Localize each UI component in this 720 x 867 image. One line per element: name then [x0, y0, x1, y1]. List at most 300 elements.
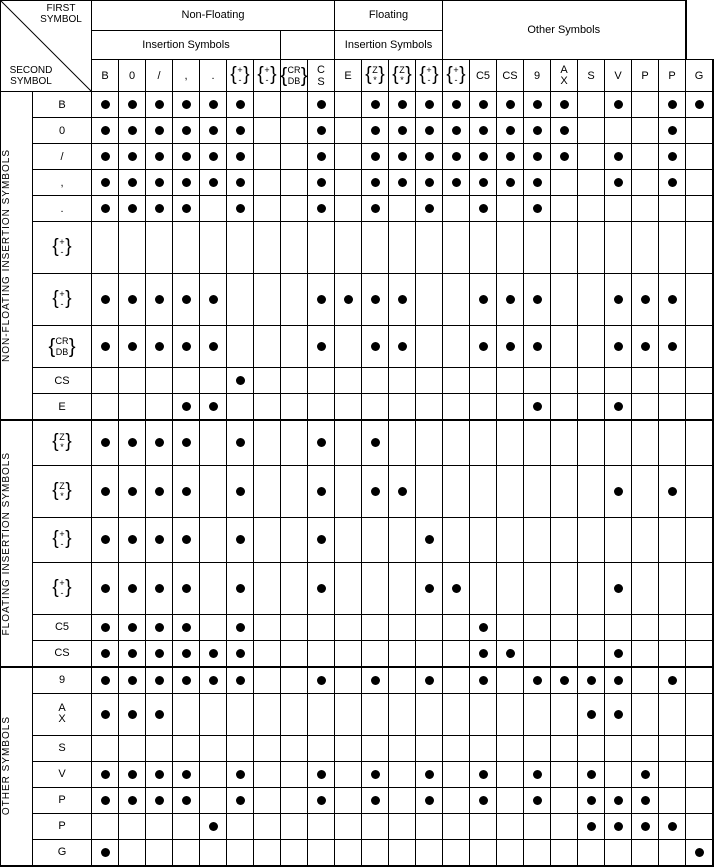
- dot-icon: [533, 295, 542, 304]
- matrix-cell-empty: [524, 517, 551, 562]
- matrix-cell-empty: [443, 196, 470, 222]
- matrix-cell-empty: [335, 614, 362, 640]
- row-header-B: B: [33, 92, 92, 118]
- dot-icon: [668, 126, 677, 135]
- matrix-cell-marked: [119, 667, 146, 694]
- dot-icon: [668, 152, 677, 161]
- dot-icon: [533, 126, 542, 135]
- dot-icon: [614, 487, 623, 496]
- dot-icon: [398, 178, 407, 187]
- matrix-cell-empty: [281, 787, 308, 813]
- matrix-cell-empty: [497, 735, 524, 761]
- matrix-cell-marked: [200, 394, 227, 421]
- table-row: [1, 813, 714, 839]
- dot-icon: [155, 649, 164, 658]
- matrix-cell-marked: [497, 92, 524, 118]
- brace-symbol: { + - }: [52, 528, 72, 549]
- dot-icon: [317, 152, 326, 161]
- matrix-cell-empty: [686, 614, 714, 640]
- matrix-cell-empty: [92, 394, 119, 421]
- matrix-cell-empty: [578, 640, 605, 667]
- matrix-cell-empty: [335, 517, 362, 562]
- dot-icon: [155, 676, 164, 685]
- matrix-cell-marked: [578, 693, 605, 735]
- matrix-cell-marked: [146, 640, 173, 667]
- row-header-9: 9: [33, 667, 92, 694]
- matrix-cell-marked: [308, 787, 335, 813]
- matrix-cell-empty: [281, 693, 308, 735]
- matrix-cell-empty: [254, 118, 281, 144]
- dot-icon: [155, 100, 164, 109]
- right-brace-icon: }: [65, 479, 72, 501]
- matrix-cell-marked: [92, 787, 119, 813]
- matrix-cell-marked: [146, 787, 173, 813]
- dot-icon: [128, 649, 137, 658]
- matrix-cell-empty: [551, 562, 578, 614]
- dot-icon: [155, 126, 164, 135]
- matrix-cell-empty: [605, 517, 632, 562]
- matrix-cell-empty: [281, 144, 308, 170]
- matrix-cell-empty: [659, 222, 686, 274]
- dot-icon: [668, 676, 677, 685]
- dot-icon: [506, 126, 515, 135]
- dot-icon: [614, 342, 623, 351]
- dot-icon: [668, 342, 677, 351]
- matrix-cell-empty: [254, 640, 281, 667]
- matrix-cell-marked: [146, 693, 173, 735]
- matrix-cell-empty: [416, 222, 443, 274]
- row-header-S: S: [33, 735, 92, 761]
- corner-second-symbol-label: SECOND SYMBOL: [9, 65, 53, 87]
- matrix-cell-empty: [389, 839, 416, 866]
- brace-symbol: { Z * }: [392, 64, 412, 85]
- matrix-cell-empty: [335, 92, 362, 118]
- matrix-cell-marked: [173, 787, 200, 813]
- column-header-comma: ,: [173, 60, 200, 92]
- dot-icon: [317, 342, 326, 351]
- matrix-cell-empty: [200, 368, 227, 394]
- matrix-cell-empty: [605, 196, 632, 222]
- dot-icon: [236, 152, 245, 161]
- matrix-cell-empty: [551, 222, 578, 274]
- matrix-cell-empty: [254, 667, 281, 694]
- matrix-cell-marked: [227, 196, 254, 222]
- matrix-cell-empty: [200, 562, 227, 614]
- matrix-cell-empty: [470, 562, 497, 614]
- matrix-cell-marked: [416, 118, 443, 144]
- corner-legend: [1, 1, 92, 92]
- matrix-cell-empty: [497, 394, 524, 421]
- right-brace-icon: }: [65, 236, 72, 257]
- dot-icon: [479, 676, 488, 685]
- brace-symbol: { Z * }: [52, 431, 72, 453]
- table-row: [1, 614, 714, 640]
- matrix-cell-marked: [524, 326, 551, 368]
- dot-icon: [668, 100, 677, 109]
- matrix-cell-marked: [227, 118, 254, 144]
- dot-icon: [182, 584, 191, 593]
- matrix-cell-marked: [470, 667, 497, 694]
- matrix-cell-empty: [551, 517, 578, 562]
- matrix-cell-empty: [119, 394, 146, 421]
- dot-icon: [101, 204, 110, 213]
- matrix-cell-marked: [470, 640, 497, 667]
- dot-icon: [614, 649, 623, 658]
- matrix-cell-marked: [632, 274, 659, 326]
- matrix-cell-marked: [362, 170, 389, 196]
- matrix-cell-empty: [254, 222, 281, 274]
- matrix-cell-empty: [281, 368, 308, 394]
- matrix-cell-marked: [227, 562, 254, 614]
- matrix-cell-empty: [119, 813, 146, 839]
- dot-icon: [317, 770, 326, 779]
- matrix-cell-empty: [551, 839, 578, 866]
- column-header-plusminus2: [254, 60, 281, 92]
- dot-icon: [182, 152, 191, 161]
- dot-icon: [587, 822, 596, 831]
- matrix-cell-marked: [308, 274, 335, 326]
- matrix-cell-empty: [632, 394, 659, 421]
- column-header-C5: C5: [470, 60, 497, 92]
- matrix-cell-empty: [632, 196, 659, 222]
- table-row: [1, 118, 714, 144]
- matrix-cell-empty: [659, 196, 686, 222]
- matrix-cell-marked: [659, 92, 686, 118]
- dot-icon: [128, 710, 137, 719]
- matrix-cell-empty: [470, 465, 497, 517]
- matrix-cell-empty: [281, 420, 308, 465]
- dot-icon: [182, 796, 191, 805]
- matrix-cell-marked: [308, 465, 335, 517]
- matrix-cell-empty: [362, 614, 389, 640]
- dot-icon: [371, 676, 380, 685]
- column-header-CS2: CS: [497, 60, 524, 92]
- dot-icon: [506, 178, 515, 187]
- matrix-cell-empty: [551, 693, 578, 735]
- table-row: [1, 326, 714, 368]
- matrix-cell-empty: [578, 614, 605, 640]
- matrix-cell-empty: [200, 517, 227, 562]
- matrix-cell-empty: [551, 465, 578, 517]
- matrix-cell-empty: [659, 787, 686, 813]
- matrix-cell-marked: [470, 196, 497, 222]
- matrix-cell-empty: [524, 813, 551, 839]
- matrix-cell-empty: [416, 420, 443, 465]
- dot-icon: [560, 126, 569, 135]
- matrix-cell-marked: [389, 326, 416, 368]
- matrix-cell-empty: [281, 394, 308, 421]
- matrix-cell-marked: [146, 420, 173, 465]
- dot-icon: [236, 376, 245, 385]
- dot-icon: [614, 796, 623, 805]
- matrix-cell-empty: [497, 839, 524, 866]
- matrix-cell-empty: [605, 735, 632, 761]
- matrix-cell-marked: [119, 761, 146, 787]
- table-row: [1, 735, 714, 761]
- matrix-cell-marked: [173, 144, 200, 170]
- dot-icon: [182, 676, 191, 685]
- matrix-cell-empty: [551, 420, 578, 465]
- matrix-cell-empty: [632, 222, 659, 274]
- matrix-cell-empty: [308, 839, 335, 866]
- matrix-cell-empty: [200, 787, 227, 813]
- matrix-cell-empty: [686, 813, 714, 839]
- dot-icon: [425, 178, 434, 187]
- matrix-cell-empty: [443, 517, 470, 562]
- brace-symbol: { + - }: [52, 236, 72, 257]
- matrix-cell-marked: [146, 326, 173, 368]
- matrix-cell-empty: [443, 420, 470, 465]
- matrix-cell-empty: [551, 274, 578, 326]
- dot-icon: [128, 178, 137, 187]
- matrix-cell-marked: [524, 170, 551, 196]
- matrix-cell-empty: [281, 118, 308, 144]
- dot-icon: [479, 126, 488, 135]
- matrix-cell-empty: [281, 170, 308, 196]
- matrix-cell-marked: [362, 326, 389, 368]
- row-header-V: V: [33, 761, 92, 787]
- matrix-cell-marked: [173, 614, 200, 640]
- dot-icon: [317, 178, 326, 187]
- dot-icon: [209, 342, 218, 351]
- matrix-cell-empty: [524, 465, 551, 517]
- matrix-cell-empty: [146, 839, 173, 866]
- matrix-cell-marked: [605, 92, 632, 118]
- matrix-cell-empty: [551, 787, 578, 813]
- left-brace-icon: {: [280, 64, 288, 87]
- matrix-cell-empty: [497, 813, 524, 839]
- matrix-cell-empty: [119, 368, 146, 394]
- table-row: [1, 839, 714, 866]
- matrix-cell-empty: [551, 813, 578, 839]
- row-header-Zstar2: [33, 465, 92, 517]
- matrix-cell-empty: [308, 735, 335, 761]
- dot-icon: [425, 535, 434, 544]
- brace-symbol: { + - }: [52, 576, 72, 598]
- dot-icon: [317, 204, 326, 213]
- matrix-cell-marked: [119, 640, 146, 667]
- dot-icon: [560, 152, 569, 161]
- matrix-cell-marked: [92, 420, 119, 465]
- matrix-cell-marked: [119, 614, 146, 640]
- dot-icon: [101, 649, 110, 658]
- matrix-cell-empty: [443, 787, 470, 813]
- matrix-cell-marked: [227, 368, 254, 394]
- dot-icon: [236, 796, 245, 805]
- matrix-cell-empty: [632, 144, 659, 170]
- dot-icon: [614, 584, 623, 593]
- matrix-cell-empty: [227, 222, 254, 274]
- matrix-cell-marked: [524, 196, 551, 222]
- dot-icon: [398, 152, 407, 161]
- matrix-cell-empty: [254, 839, 281, 866]
- column-header-9: 9: [524, 60, 551, 92]
- matrix-cell-empty: [605, 118, 632, 144]
- matrix-cell-marked: [389, 144, 416, 170]
- column-header-V: V: [605, 60, 632, 92]
- matrix-cell-marked: [92, 465, 119, 517]
- dot-icon: [317, 535, 326, 544]
- left-brace-icon: {: [392, 64, 399, 85]
- dot-icon: [128, 126, 137, 135]
- matrix-cell-marked: [173, 326, 200, 368]
- column-header-E: E: [335, 60, 362, 92]
- matrix-cell-empty: [524, 368, 551, 394]
- right-brace-icon: }: [65, 288, 72, 309]
- dot-icon: [479, 342, 488, 351]
- dot-icon: [371, 204, 380, 213]
- matrix-cell-empty: [308, 813, 335, 839]
- dot-icon: [371, 342, 380, 351]
- matrix-cell-marked: [686, 839, 714, 866]
- dot-icon: [425, 796, 434, 805]
- left-brace-icon: {: [446, 64, 453, 85]
- matrix-cell-marked: [92, 693, 119, 735]
- dot-icon: [101, 848, 110, 857]
- dot-icon: [236, 649, 245, 658]
- matrix-cell-empty: [686, 562, 714, 614]
- right-brace-icon: }: [270, 64, 277, 85]
- subgroup-blank-1: [281, 30, 335, 60]
- dot-icon: [425, 204, 434, 213]
- left-brace-icon: {: [52, 288, 59, 309]
- matrix-cell-empty: [686, 222, 714, 274]
- matrix-cell-empty: [92, 222, 119, 274]
- dot-icon: [398, 126, 407, 135]
- matrix-cell-empty: [200, 761, 227, 787]
- matrix-cell-marked: [443, 144, 470, 170]
- dot-icon: [587, 676, 596, 685]
- dot-icon: [128, 295, 137, 304]
- table-row: [1, 222, 714, 274]
- matrix-cell-marked: [119, 170, 146, 196]
- dot-icon: [182, 623, 191, 632]
- corner-first-symbol-label: FIRST SYMBOL: [40, 3, 82, 25]
- right-brace-icon: }: [432, 64, 439, 85]
- matrix-cell-empty: [335, 693, 362, 735]
- matrix-cell-empty: [92, 813, 119, 839]
- row-header-P2: P: [33, 813, 92, 839]
- matrix-cell-empty: [605, 614, 632, 640]
- dot-icon: [236, 535, 245, 544]
- matrix-cell-marked: [200, 170, 227, 196]
- matrix-cell-marked: [173, 92, 200, 118]
- dot-icon: [425, 770, 434, 779]
- dot-icon: [695, 100, 704, 109]
- matrix-cell-empty: [227, 813, 254, 839]
- band-label-2: OTHER SYMBOLS: [1, 667, 33, 866]
- matrix-cell-empty: [308, 222, 335, 274]
- matrix-cell-marked: [605, 667, 632, 694]
- column-header-fplusminus2: [443, 60, 470, 92]
- dot-icon: [236, 623, 245, 632]
- matrix-cell-marked: [308, 517, 335, 562]
- subgroup-floating-insertion: Insertion Symbols: [335, 30, 443, 60]
- matrix-cell-empty: [497, 420, 524, 465]
- matrix-cell-marked: [497, 170, 524, 196]
- matrix-cell-marked: [173, 196, 200, 222]
- dot-icon: [182, 204, 191, 213]
- matrix-cell-marked: [632, 326, 659, 368]
- column-header-crdb: [281, 60, 308, 92]
- matrix-cell-empty: [200, 222, 227, 274]
- matrix-cell-empty: [578, 394, 605, 421]
- matrix-cell-empty: [335, 394, 362, 421]
- matrix-cell-empty: [686, 667, 714, 694]
- matrix-cell-empty: [578, 735, 605, 761]
- matrix-cell-empty: [659, 394, 686, 421]
- right-brace-icon: }: [65, 431, 72, 453]
- matrix-cell-empty: [308, 368, 335, 394]
- matrix-cell-empty: [281, 517, 308, 562]
- dot-icon: [587, 710, 596, 719]
- matrix-cell-empty: [308, 693, 335, 735]
- matrix-cell-marked: [416, 92, 443, 118]
- matrix-cell-marked: [146, 274, 173, 326]
- dot-icon: [587, 770, 596, 779]
- row-header-fplusminus2: [33, 562, 92, 614]
- matrix-cell-empty: [335, 813, 362, 839]
- matrix-cell-empty: [281, 667, 308, 694]
- matrix-cell-marked: [632, 787, 659, 813]
- dot-icon: [236, 676, 245, 685]
- matrix-cell-marked: [605, 813, 632, 839]
- left-brace-icon: {: [52, 528, 59, 549]
- dot-icon: [479, 770, 488, 779]
- matrix-cell-empty: [254, 170, 281, 196]
- matrix-cell-empty: [227, 326, 254, 368]
- matrix-cell-empty: [335, 761, 362, 787]
- dot-icon: [452, 178, 461, 187]
- right-brace-icon: }: [378, 64, 385, 85]
- dot-icon: [317, 126, 326, 135]
- column-header-Zstar1: [362, 60, 389, 92]
- matrix-cell-empty: [497, 667, 524, 694]
- dot-icon: [155, 710, 164, 719]
- dot-icon: [155, 204, 164, 213]
- dot-icon: [128, 584, 137, 593]
- column-header-CS: C S: [308, 60, 335, 92]
- matrix-cell-empty: [416, 813, 443, 839]
- dot-icon: [101, 770, 110, 779]
- dot-icon: [398, 342, 407, 351]
- dot-icon: [560, 100, 569, 109]
- dot-icon: [155, 584, 164, 593]
- matrix-cell-marked: [308, 420, 335, 465]
- left-brace-icon: {: [230, 64, 237, 85]
- matrix-cell-empty: [335, 465, 362, 517]
- matrix-cell-empty: [281, 735, 308, 761]
- matrix-cell-empty: [362, 735, 389, 761]
- matrix-cell-empty: [551, 196, 578, 222]
- matrix-cell-empty: [659, 368, 686, 394]
- matrix-cell-marked: [227, 144, 254, 170]
- dot-icon: [371, 178, 380, 187]
- matrix-cell-marked: [416, 787, 443, 813]
- dot-icon: [182, 770, 191, 779]
- matrix-cell-empty: [524, 222, 551, 274]
- matrix-cell-empty: [632, 465, 659, 517]
- dot-icon: [371, 100, 380, 109]
- matrix-cell-marked: [470, 761, 497, 787]
- matrix-cell-empty: [416, 839, 443, 866]
- matrix-cell-empty: [659, 735, 686, 761]
- matrix-cell-marked: [173, 667, 200, 694]
- dot-icon: [371, 152, 380, 161]
- matrix-cell-empty: [389, 667, 416, 694]
- dot-icon: [479, 649, 488, 658]
- band-label-1: FLOATING INSERTION SYMBOLS: [1, 420, 33, 667]
